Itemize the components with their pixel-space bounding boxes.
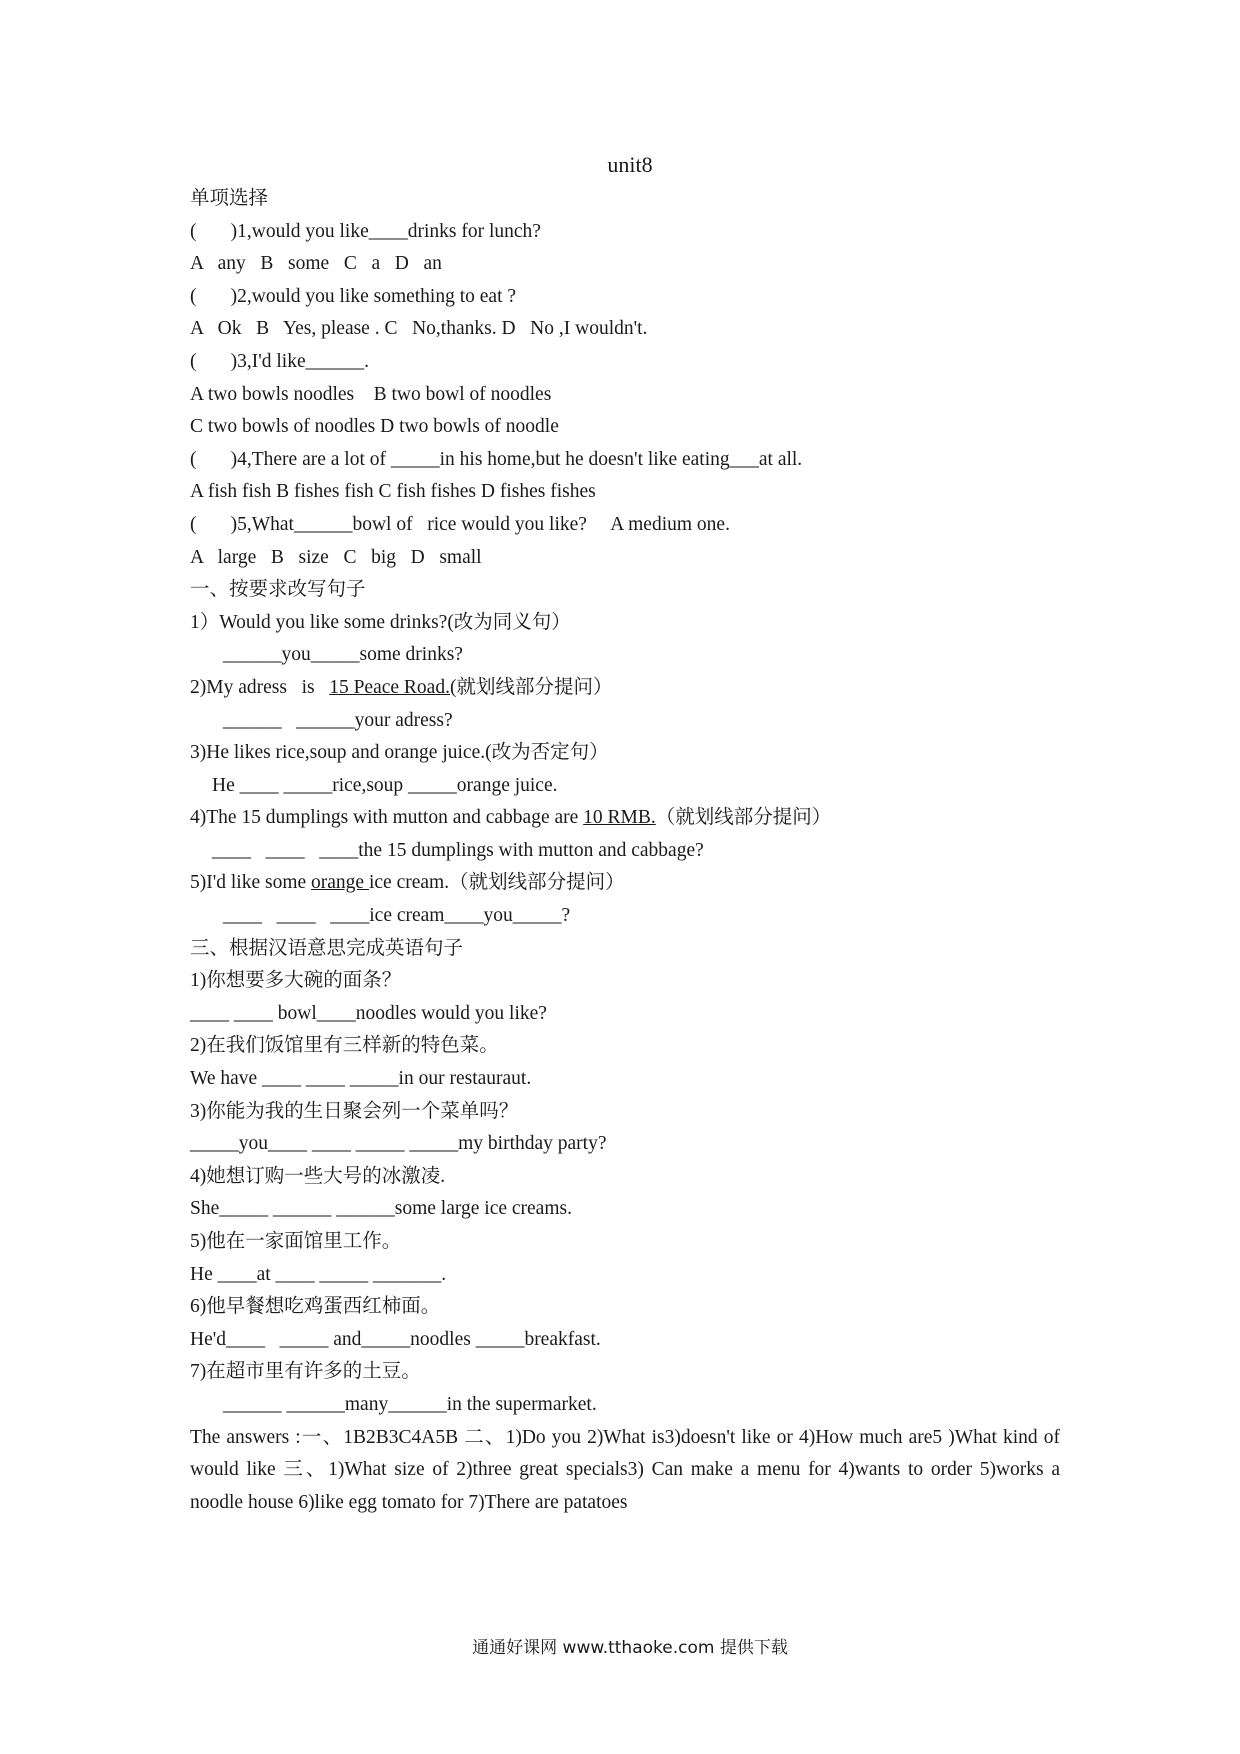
- rewrite-blank-line: ____ ____ ____ice cream____you_____?: [223, 905, 571, 927]
- mc-line: A any B some C a D an: [190, 253, 442, 275]
- mc-line: A fish fish B fishes fish C fish fishes D fishes fishes: [190, 481, 596, 503]
- rewrite-question: [190, 867, 1090, 900]
- footer-source: 通通好课网 www.tthaoke.com 提供下载: [472, 1638, 788, 1658]
- question-text: 4)The 15 dumplings with mutton and cabbage are: [190, 807, 584, 829]
- mc-line: A large B size C big D small: [190, 546, 482, 568]
- translate-line: _____you____ ____ _____ _____my birthday party?: [190, 1133, 607, 1155]
- translate-line: 2)在我们饭馆里有三样新的特色菜。: [190, 1035, 499, 1057]
- translate-line: 3)你能为我的生日聚会列一个菜单吗？: [190, 1100, 519, 1122]
- rewrite-question: [190, 802, 1090, 835]
- mc-line: ( )4,There are a lot of _____in his home,but he doesn't like eating___at all.: [190, 448, 803, 470]
- rewrite-question: [190, 672, 1090, 705]
- underlined-text: orange: [311, 872, 369, 894]
- question-text: 5)I'd like some: [190, 872, 312, 894]
- mc-line: ( )1,would you like____drinks for lunch?: [190, 220, 541, 242]
- rewrite-question: 3)He likes rice,soup and orange juice.(改为否定句）: [190, 742, 609, 764]
- translate-line: 6)他早餐想吃鸡蛋西红柿面。: [190, 1296, 441, 1318]
- translate-line: We have ____ ____ _____in our restauraut.: [190, 1068, 532, 1090]
- question-text: 2)My adress is: [190, 676, 330, 698]
- mc-line: C two bowls of noodles D two bowls of noodle: [190, 416, 559, 438]
- translate-line: ______ ______many______in the supermarket.: [223, 1393, 597, 1415]
- question-instruction: （就划线部分提问）: [655, 807, 832, 829]
- translate-line: ____ ____ bowl____noodles would you like?: [190, 1002, 547, 1024]
- translate-line: He'd____ _____ and_____noodles _____breakfast.: [190, 1328, 601, 1350]
- translate-line: She_____ ______ ______some large ice creams.: [190, 1198, 572, 1220]
- mc-line: ( )3,I'd like______.: [190, 350, 369, 372]
- answer-key: The answers :一、1B2B3C4A5B 二、1)Do you 2)What is3)doesn't like or 4)How much are5 )What kind of would like 三、1)What size of 2)three great specials3) Can make a menu for 4)wants to order 5)works a noodle house 6)like egg tomato for 7)There are patatoes: [190, 1426, 1060, 1513]
- underlined-text: 15 Peace Road.: [329, 676, 450, 698]
- question-instruction: ice cream.（就划线部分提问）: [368, 872, 625, 894]
- rewrite-blank-line: He ____ _____rice,soup _____orange juice.: [212, 774, 558, 796]
- rewrite-blank-line: ______ ______your adress?: [223, 709, 453, 731]
- translate-line: 7)在超市里有许多的土豆。: [190, 1361, 421, 1383]
- question-instruction: (就划线部分提问）: [449, 676, 613, 698]
- mc-line: A two bowls noodles B two bowl of noodles: [190, 383, 552, 405]
- translate-line: He ____at ____ _____ _______.: [190, 1263, 447, 1285]
- document-title: unit8: [607, 152, 653, 177]
- translate-line: 1)你想要多大碗的面条？: [190, 970, 402, 992]
- rewrite-blank-line: ____ ____ ____the 15 dumplings with mutton and cabbage?: [212, 839, 704, 861]
- mc-line: A Ok B Yes, please . C No,thanks. D No ,I wouldn't.: [190, 318, 648, 340]
- underlined-text: 10 RMB.: [583, 807, 656, 829]
- mc-line: ( )2,would you like something to eat ?: [190, 285, 517, 307]
- translate-line: 4)她想订购一些大号的冰激凌.: [190, 1165, 446, 1187]
- rewrite-blank-line: ______you_____some drinks?: [223, 644, 463, 666]
- translate-line: 5)他在一家面馆里工作。: [190, 1231, 402, 1252]
- mc-line: ( )5,What______bowl of rice would you like? A medium one.: [190, 513, 730, 535]
- section-heading-rewrite: 一、按要求改写句子: [190, 579, 366, 601]
- rewrite-question: 1）Would you like some drinks?(改为同义句）: [190, 611, 571, 633]
- worksheet-content: [190, 183, 1090, 1519]
- section-heading-translate: 三、根据汉语意思完成英语句子: [190, 937, 464, 959]
- section-heading-multiple-choice: 单项选择: [190, 188, 269, 209]
